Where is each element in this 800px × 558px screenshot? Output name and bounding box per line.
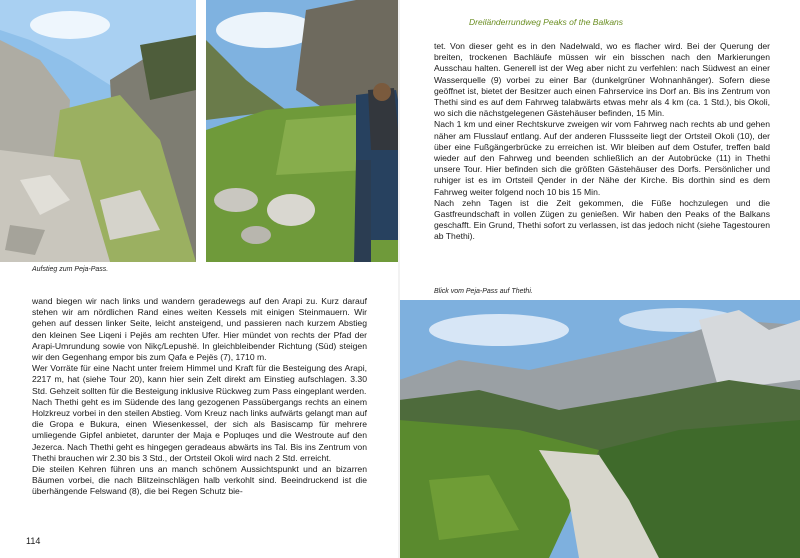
photo-hiker [206, 0, 400, 262]
left-paragraph-3: Nach Thethi geht es im Südende des lang gezogenen Passübergangs rechts an einem Holzkreuz vorbei in den steilen Abstieg. Vom Kreuz nach links aufwärts gelangt man auf die Gropa e Bukura, einen Wiesenkessel, der sich als Basiscamp für mehrere umliegende Gipfel anbietet, darunter der Maja e Popluqes und die Westroute auf den Jezerca. Nach Thethi geht es hingegen geradeaus abwärts ins Tal. Bis ins Zentrum von Thethi brauchen wir 2.30 bis 3 Std., der Ortsteil Okoli wird nach 2 Std. erreicht. [32, 396, 367, 463]
right-paragraph-2: Nach 1 km und einer Rechtskurve zweigen wir vom Fahrweg nach rechts ab und gehen näher am Flusslauf entlang. Auf der anderen Flussseite liegt der Ortsteil Okoli (10), der über eine Fußgängerbrücke zu erreichen ist. Wir bleiben auf dem Ostufer, treffen bald wieder auf den Fahrweg und beenden schließlich an der Autobrücke (11) in Thethi unsere Tour. Hier befinden sich die größten Gästehäuser des Dorfs. Persönlicher und ruhiger ist es im Ortsteil Qender in der Nähe der Kirche. Bis dorthin sind es dem Fahrweg weiter folgend noch 10 bis 15 Min. [434, 119, 770, 197]
left-paragraph-4: Die steilen Kehren führen uns an manch schönem Aussichtspunkt und an bizarren Bäumen vorbei, die nach Blitzeinschlägen halb verkohlt sind. Beeindruckend ist die überhängende Felswand (8), die bei Regen Schutz bie- [32, 464, 367, 497]
page-gutter [398, 0, 400, 558]
left-paragraph-2: Wer Vorräte für eine Nacht unter freiem Himmel und Kraft für die Besteigung des Arapi, 2217 m, hat (siehe Tour 20), kann hier sein Zelt direkt am Einstieg aufschlagen. 3.30 Std. Gehzeit sollten für die Besteigung inklusive Rückweg zum Pass eingeplant werden. [32, 363, 367, 396]
photo-thethi-valley [399, 300, 800, 558]
right-paragraph-3: Nach zehn Tagen ist die Zeit gekommen, die Füße hochzulegen und die Gastfreundschaft in vollen Zügen zu genießen. Wir haben den Peaks of the Balkans geschafft. Ein Grund, Thethi sofort zu verlassen, ist das jedoch nicht (siehe Tagestouren ab Thethi). [434, 197, 770, 242]
running-head: Dreiländerrundweg Peaks of the Balkans [469, 17, 624, 27]
photo-rocky-valley [0, 0, 196, 262]
left-paragraph-1: wand biegen wir nach links und wandern geradewegs auf den Arapi zu. Kurz darauf stehen wir am nördlichen Rand eines weiten Kessels mit einigen Steinmauern. Wir gehen auf dessen linker Seite, leicht ansteigend, und passieren nach kurzem Abstieg den kleinen See Liqeni i Pejës am rechten Ufer. Hier mündet von rechts der Pfad der Arapi-Umrundung sowie von Nikç/Lepushë. In gleichbleibender Richtung (Süd) steigen wir den Gegenhang empor bis zum Qafa e Pejës (7), 1710 m. [32, 296, 367, 363]
page-number: 114 [26, 536, 41, 546]
right-paragraph-1: tet. Von dieser geht es in den Nadelwald, wo es flacher wird. Bei der Querung der breiten, trockenen Bachläufe müssen wir ein bisschen nach den Markierungen Ausschau halten. Generell ist der Weg aber nicht zu verfehlen: nach Südwest an einer Wasserquelle (9) vorbei zu einer Bar (dunkelgrüner Wohnanhänger). Sofern diese geöffnet ist, bietet der Besitzer auch einen Fahrservice ins Dorf an. Bis ins Zentrum von Thethi sind es auf dem Fahrweg talabwärts etwas mehr als 4 km (ca. 1 Std.), bis Okoli, wo sich die nächstgelegenen Gästehäuser befinden, 15 Min. [434, 41, 770, 119]
right-text-column [434, 41, 770, 287]
left-photo-caption: Aufstieg zum Peja-Pass. [32, 266, 109, 273]
left-text-column [32, 296, 367, 540]
right-photo-caption: Blick vom Peja-Pass auf Thethi. [434, 288, 533, 295]
